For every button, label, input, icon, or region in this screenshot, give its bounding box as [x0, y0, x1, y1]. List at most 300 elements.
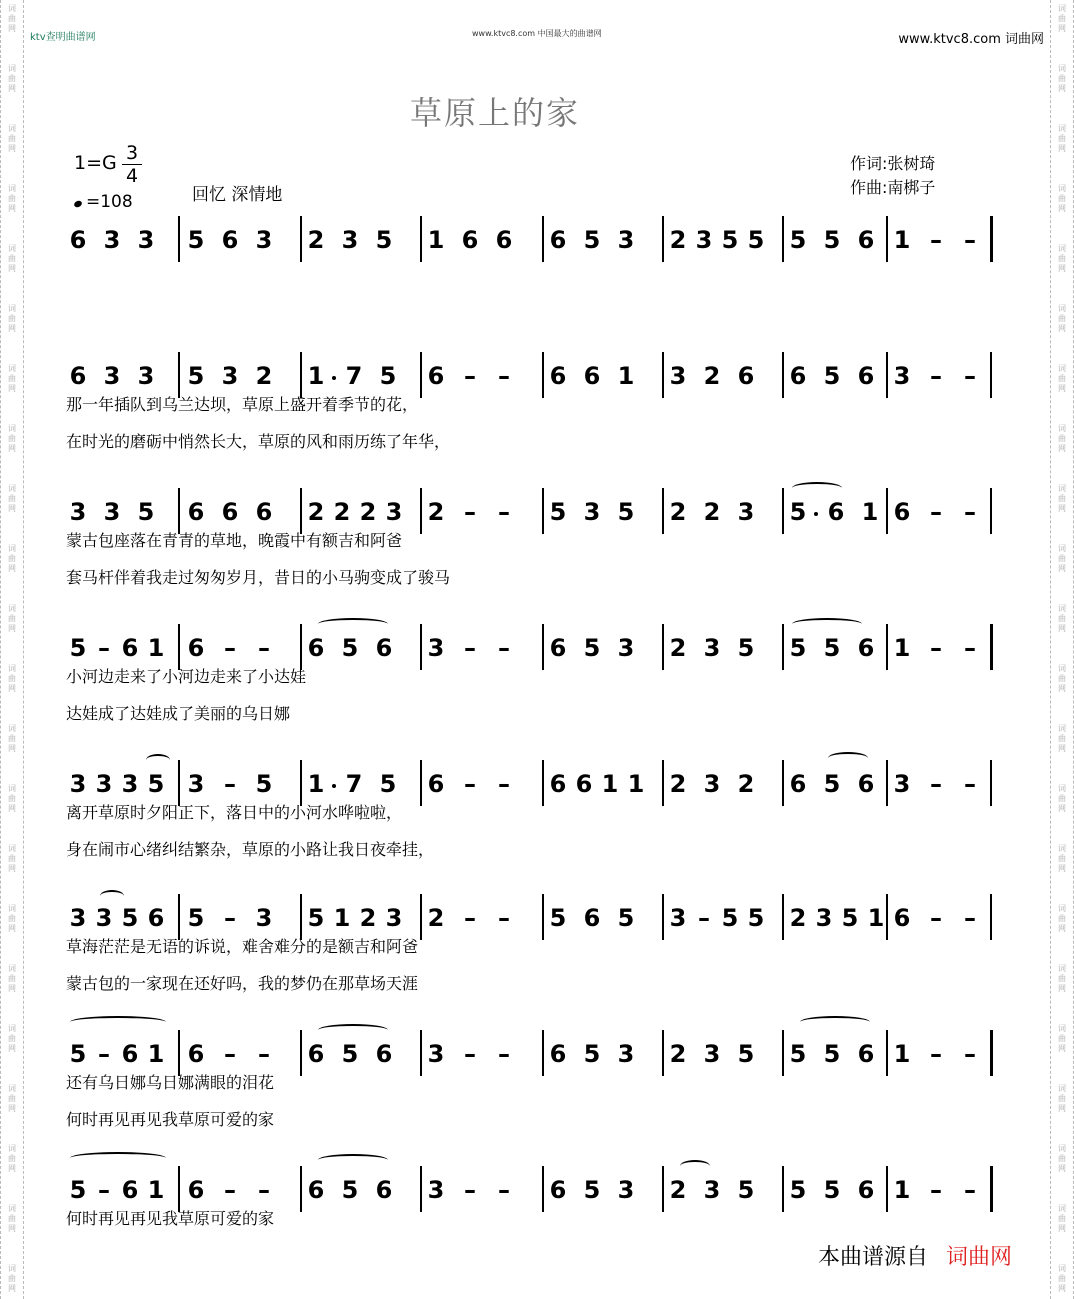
side-watermark-label: 词 曲 网 — [1058, 244, 1066, 273]
note: 3 — [427, 1040, 445, 1068]
barline — [782, 488, 784, 534]
note: 5 — [823, 362, 841, 390]
note: 6 — [575, 770, 593, 798]
note: 3 — [69, 498, 87, 526]
barline — [662, 216, 664, 262]
tempo-marking — [74, 192, 133, 212]
header-left-text: ktv查明曲谱网 — [30, 32, 96, 43]
note: 3 — [103, 498, 121, 526]
side-watermark-label: 词 曲 网 — [8, 844, 16, 873]
barline — [420, 216, 422, 262]
note: 3 — [121, 770, 139, 798]
time-signature-top: 3 — [122, 142, 142, 165]
note: 3 — [221, 362, 239, 390]
barline — [662, 760, 664, 806]
slur — [146, 754, 170, 766]
final-barline — [990, 1166, 993, 1212]
note: 1 — [333, 904, 351, 932]
note: 1 — [893, 226, 911, 254]
note: 2 — [307, 226, 325, 254]
note: 2 — [669, 226, 687, 254]
note: 6 — [857, 362, 875, 390]
final-barline — [990, 352, 992, 398]
barline — [886, 352, 888, 398]
barline — [542, 1166, 544, 1212]
note: 5 — [737, 634, 755, 662]
barline — [662, 894, 664, 940]
note: 5 — [823, 634, 841, 662]
note: 2 — [669, 1176, 687, 1204]
note: 6 — [893, 904, 911, 932]
note: 6 — [549, 634, 567, 662]
note: 7 — [345, 770, 363, 798]
side-watermark-label: 词 曲 网 — [8, 1264, 16, 1293]
note: 6 — [857, 634, 875, 662]
dash-extension: – — [258, 634, 270, 662]
side-watermark-label: 词 曲 网 — [8, 724, 16, 753]
side-watermark-label: 词 曲 网 — [1058, 4, 1066, 33]
note: 5 — [823, 1176, 841, 1204]
note: 7 — [345, 362, 363, 390]
note: 3 — [893, 362, 911, 390]
side-watermark-label: 词 曲 网 — [1058, 604, 1066, 633]
dash-extension: – — [224, 1040, 236, 1068]
slur — [318, 618, 388, 630]
right-margin-watermark — [1050, 0, 1074, 1299]
barline — [178, 760, 180, 806]
dash-extension: – — [224, 634, 236, 662]
barline — [420, 1166, 422, 1212]
barline — [420, 352, 422, 398]
note: 6 — [827, 498, 845, 526]
note: 3 — [703, 1040, 721, 1068]
side-watermark-label: 词 曲 网 — [8, 364, 16, 393]
barline — [300, 1030, 302, 1076]
side-watermark-label: 词 曲 网 — [8, 964, 16, 993]
note: 2 — [703, 498, 721, 526]
time-signature — [122, 142, 142, 187]
note: 6 — [549, 362, 567, 390]
side-watermark-label: 词 曲 网 — [1058, 724, 1066, 753]
note: 5 — [379, 362, 397, 390]
barline — [782, 894, 784, 940]
side-watermark-label: 词 曲 网 — [1058, 784, 1066, 813]
lyric-line: 还有乌日娜乌日娜满眼的泪花 — [66, 1073, 275, 1092]
slur — [318, 1024, 388, 1036]
note: 5 — [583, 1040, 601, 1068]
note: 5 — [823, 1040, 841, 1068]
note: 3 — [737, 498, 755, 526]
note: 6 — [427, 362, 445, 390]
final-barline — [990, 216, 993, 262]
side-watermark-label: 词 曲 网 — [1058, 964, 1066, 993]
augmentation-dot — [332, 784, 336, 788]
note: 1 — [427, 226, 445, 254]
note: 1 — [147, 1176, 165, 1204]
barline — [782, 352, 784, 398]
note: 6 — [427, 770, 445, 798]
note: 3 — [95, 904, 113, 932]
note: 5 — [841, 904, 859, 932]
note: 6 — [549, 226, 567, 254]
note: 3 — [617, 1176, 635, 1204]
note: 6 — [221, 498, 239, 526]
note: 3 — [69, 770, 87, 798]
lyric-line: 离开草原时夕阳正下，落日中的小河水哗啦啦， — [66, 803, 403, 822]
note: 5 — [823, 770, 841, 798]
side-watermark-label: 词 曲 网 — [1058, 484, 1066, 513]
note: 2 — [669, 498, 687, 526]
note: 2 — [789, 904, 807, 932]
note: 5 — [187, 904, 205, 932]
lyric-line: 何时再见再见我草原可爱的家 — [66, 1110, 275, 1129]
time-signature-bottom: 4 — [125, 165, 139, 187]
note: 2 — [737, 770, 755, 798]
note: 5 — [549, 498, 567, 526]
note: 5 — [617, 904, 635, 932]
final-barline — [990, 624, 993, 670]
composer: 作曲:南梆子 — [850, 178, 936, 197]
note: 5 — [737, 1040, 755, 1068]
side-watermark-label: 词 曲 网 — [1058, 124, 1066, 153]
credits — [850, 152, 935, 200]
barline — [542, 1030, 544, 1076]
note: 5 — [789, 498, 807, 526]
note: 1 — [893, 1176, 911, 1204]
dash-extension: – — [498, 1176, 510, 1204]
note: 5 — [789, 1176, 807, 1204]
side-watermark-label: 词 曲 网 — [1058, 844, 1066, 873]
barline — [178, 1030, 180, 1076]
dash-extension: – — [964, 1176, 976, 1204]
final-barline — [990, 760, 992, 806]
note: 5 — [789, 226, 807, 254]
note: 1 — [867, 904, 885, 932]
barline — [782, 216, 784, 262]
note: 5 — [789, 634, 807, 662]
barline — [300, 352, 302, 398]
side-watermark-label: 词 曲 网 — [8, 1084, 16, 1113]
key-signature: 1=G — [74, 152, 117, 174]
barline — [300, 216, 302, 262]
dash-extension: – — [224, 1176, 236, 1204]
note: 6 — [461, 226, 479, 254]
side-watermark-label: 词 曲 网 — [1058, 1024, 1066, 1053]
note: 5 — [255, 770, 273, 798]
note: 3 — [617, 226, 635, 254]
barline — [300, 760, 302, 806]
dash-extension: – — [964, 634, 976, 662]
note: 6 — [375, 1040, 393, 1068]
note: 2 — [333, 498, 351, 526]
note: 6 — [187, 1040, 205, 1068]
dash-extension: – — [930, 362, 942, 390]
side-watermark-label: 词 曲 网 — [1058, 904, 1066, 933]
note: 6 — [789, 362, 807, 390]
note: 6 — [583, 904, 601, 932]
note: 1 — [307, 362, 325, 390]
side-watermark-label: 词 曲 网 — [8, 124, 16, 153]
barline — [886, 1030, 888, 1076]
note: 6 — [187, 1176, 205, 1204]
note: 3 — [427, 1176, 445, 1204]
dash-extension: – — [464, 362, 476, 390]
barline — [178, 624, 180, 670]
slur — [792, 618, 862, 630]
final-barline — [990, 488, 992, 534]
note: 5 — [187, 226, 205, 254]
barline — [886, 624, 888, 670]
side-watermark-label: 词 曲 网 — [1058, 64, 1066, 93]
barline — [178, 1166, 180, 1212]
slur — [828, 752, 868, 764]
side-watermark-label: 词 曲 网 — [8, 664, 16, 693]
dash-extension: – — [964, 226, 976, 254]
note: 5 — [187, 362, 205, 390]
note: 5 — [341, 1176, 359, 1204]
note: 6 — [187, 634, 205, 662]
note: 3 — [103, 226, 121, 254]
note: 5 — [69, 634, 87, 662]
barline — [542, 488, 544, 534]
quarter-note-icon — [73, 200, 83, 209]
dash-extension: – — [498, 634, 510, 662]
note: 3 — [427, 634, 445, 662]
barline — [300, 488, 302, 534]
barline — [420, 488, 422, 534]
note: 6 — [857, 770, 875, 798]
dash-extension: – — [98, 1176, 110, 1204]
note: 3 — [703, 634, 721, 662]
side-watermark-label: 词 曲 网 — [8, 304, 16, 333]
lyric-line: 达娃成了达娃成了美丽的乌日娜 — [66, 704, 291, 723]
note: 6 — [495, 226, 513, 254]
side-watermark-label: 词 曲 网 — [1058, 304, 1066, 333]
note: 6 — [375, 1176, 393, 1204]
side-watermark-label: 词 曲 网 — [1058, 424, 1066, 453]
note: 5 — [307, 904, 325, 932]
note: 5 — [823, 226, 841, 254]
tempo-value: =108 — [86, 192, 133, 212]
dash-extension: – — [464, 770, 476, 798]
barline — [886, 760, 888, 806]
note: 3 — [669, 362, 687, 390]
barline — [782, 1166, 784, 1212]
dash-extension: – — [930, 226, 942, 254]
note: 3 — [703, 1176, 721, 1204]
note: 2 — [427, 498, 445, 526]
dash-extension: – — [98, 634, 110, 662]
dash-extension: – — [498, 770, 510, 798]
note: 3 — [617, 1040, 635, 1068]
barline — [886, 488, 888, 534]
barline — [886, 894, 888, 940]
note: 1 — [893, 1040, 911, 1068]
note: 5 — [341, 634, 359, 662]
note: 2 — [359, 904, 377, 932]
barline — [178, 488, 180, 534]
note: 5 — [69, 1040, 87, 1068]
note: 6 — [375, 634, 393, 662]
lyric-line: 蒙古包的一家现在还好吗，我的梦仍在那草场天涯 — [66, 974, 419, 993]
slur — [100, 890, 124, 902]
note: 3 — [341, 226, 359, 254]
note: 2 — [255, 362, 273, 390]
song-title: 草原上的家 — [410, 94, 581, 132]
dash-extension: – — [498, 498, 510, 526]
note: 6 — [307, 634, 325, 662]
barline — [178, 894, 180, 940]
side-watermark-label: 词 曲 网 — [8, 184, 16, 213]
dash-extension: – — [964, 1040, 976, 1068]
note: 3 — [385, 498, 403, 526]
note: 6 — [857, 1040, 875, 1068]
barline — [178, 216, 180, 262]
note: 6 — [549, 1176, 567, 1204]
note: 6 — [221, 226, 239, 254]
note: 5 — [379, 770, 397, 798]
slur — [680, 1160, 710, 1172]
dash-extension: – — [224, 770, 236, 798]
note: 3 — [137, 226, 155, 254]
dash-extension: – — [464, 904, 476, 932]
note: 3 — [103, 362, 121, 390]
note: 1 — [147, 634, 165, 662]
dash-extension: – — [498, 904, 510, 932]
note: 3 — [95, 770, 113, 798]
note: 3 — [385, 904, 403, 932]
note: 6 — [121, 634, 139, 662]
note: 6 — [857, 226, 875, 254]
side-watermark-label: 词 曲 网 — [1058, 664, 1066, 693]
augmentation-dot — [332, 376, 336, 380]
note: 5 — [583, 634, 601, 662]
dash-extension: – — [464, 634, 476, 662]
lyricist: 作词:张树琦 — [850, 154, 936, 173]
side-watermark-label: 词 曲 网 — [1058, 184, 1066, 213]
dash-extension: – — [930, 1040, 942, 1068]
note: 5 — [583, 226, 601, 254]
final-barline — [990, 1030, 993, 1076]
dash-extension: – — [224, 904, 236, 932]
lyric-line: 那一年插队到乌兰达坝，草原上盛开着季节的花， — [66, 395, 419, 414]
dash-extension: – — [258, 1040, 270, 1068]
note: 6 — [121, 1040, 139, 1068]
note: 5 — [341, 1040, 359, 1068]
left-margin-watermark — [0, 0, 24, 1299]
barline — [662, 624, 664, 670]
note: 6 — [307, 1040, 325, 1068]
note: 1 — [893, 634, 911, 662]
dash-extension: – — [464, 1040, 476, 1068]
barline — [542, 216, 544, 262]
side-watermark-label: 词 曲 网 — [1058, 1144, 1066, 1173]
note: 5 — [121, 904, 139, 932]
note: 5 — [617, 498, 635, 526]
slur — [800, 1016, 870, 1028]
augmentation-dot — [814, 512, 818, 516]
side-watermark-label: 词 曲 网 — [8, 904, 16, 933]
note: 5 — [747, 226, 765, 254]
header-right-text: www.ktvc8.com 词曲网 — [898, 32, 1044, 47]
side-watermark-label: 词 曲 网 — [1058, 1084, 1066, 1113]
barline — [662, 352, 664, 398]
note: 1 — [601, 770, 619, 798]
note: 5 — [747, 904, 765, 932]
note: 6 — [121, 1176, 139, 1204]
dash-extension: – — [498, 1040, 510, 1068]
side-watermark-label: 词 曲 网 — [8, 484, 16, 513]
barline — [886, 216, 888, 262]
barline — [300, 894, 302, 940]
barline — [300, 1166, 302, 1212]
footer-text: 本曲谱源自 — [818, 1245, 929, 1270]
note: 5 — [789, 1040, 807, 1068]
slur — [318, 1154, 388, 1166]
note: 6 — [69, 362, 87, 390]
note: 5 — [69, 1176, 87, 1204]
side-watermark-label: 词 曲 网 — [8, 424, 16, 453]
barline — [542, 352, 544, 398]
dash-extension: – — [964, 904, 976, 932]
side-watermark-label: 词 曲 网 — [8, 64, 16, 93]
barline — [420, 894, 422, 940]
note: 3 — [669, 904, 687, 932]
note: 6 — [69, 226, 87, 254]
side-watermark-label: 词 曲 网 — [8, 1144, 16, 1173]
dash-extension: – — [698, 904, 710, 932]
note: 5 — [737, 1176, 755, 1204]
lyric-line: 蒙古包座落在青青的草地，晚霞中有额吉和阿爸 — [66, 531, 403, 550]
dash-extension: – — [930, 1176, 942, 1204]
note: 3 — [187, 770, 205, 798]
note: 3 — [617, 634, 635, 662]
note: 3 — [893, 770, 911, 798]
side-watermark-label: 词 曲 网 — [8, 4, 16, 33]
barline — [420, 624, 422, 670]
barline — [542, 894, 544, 940]
dash-extension: – — [964, 362, 976, 390]
note: 2 — [669, 1040, 687, 1068]
lyric-line: 小河边走来了小河边走来了小达娃 — [66, 667, 307, 686]
barline — [178, 352, 180, 398]
barline — [300, 624, 302, 670]
note: 5 — [583, 1176, 601, 1204]
note: 1 — [861, 498, 879, 526]
side-watermark-label: 词 曲 网 — [8, 604, 16, 633]
lyric-line: 套马杆伴着我走过匆匆岁月，昔日的小马驹变成了骏马 — [66, 568, 451, 587]
lyric-line: 在时光的磨砺中悄然长大，草原的风和雨历练了年华， — [66, 432, 451, 451]
lyric-line: 草海茫茫是无语的诉说，难舍难分的是额吉和阿爸 — [66, 937, 419, 956]
barline — [886, 1166, 888, 1212]
slur — [70, 1152, 166, 1164]
expression-marking: 回忆 深情地 — [192, 185, 283, 205]
dash-extension: – — [930, 770, 942, 798]
footer — [818, 1240, 1012, 1271]
side-watermark-label: 词 曲 网 — [8, 1024, 16, 1053]
dash-extension: – — [464, 1176, 476, 1204]
footer-site-tag: 词曲网 — [946, 1245, 1013, 1270]
note: 3 — [255, 226, 273, 254]
barline — [542, 760, 544, 806]
note: 3 — [695, 226, 713, 254]
note: 6 — [857, 1176, 875, 1204]
barline — [420, 1030, 422, 1076]
side-watermark-label: 词 曲 网 — [1058, 1204, 1066, 1233]
note: 1 — [307, 770, 325, 798]
slur — [70, 1016, 166, 1028]
slur — [792, 482, 842, 494]
